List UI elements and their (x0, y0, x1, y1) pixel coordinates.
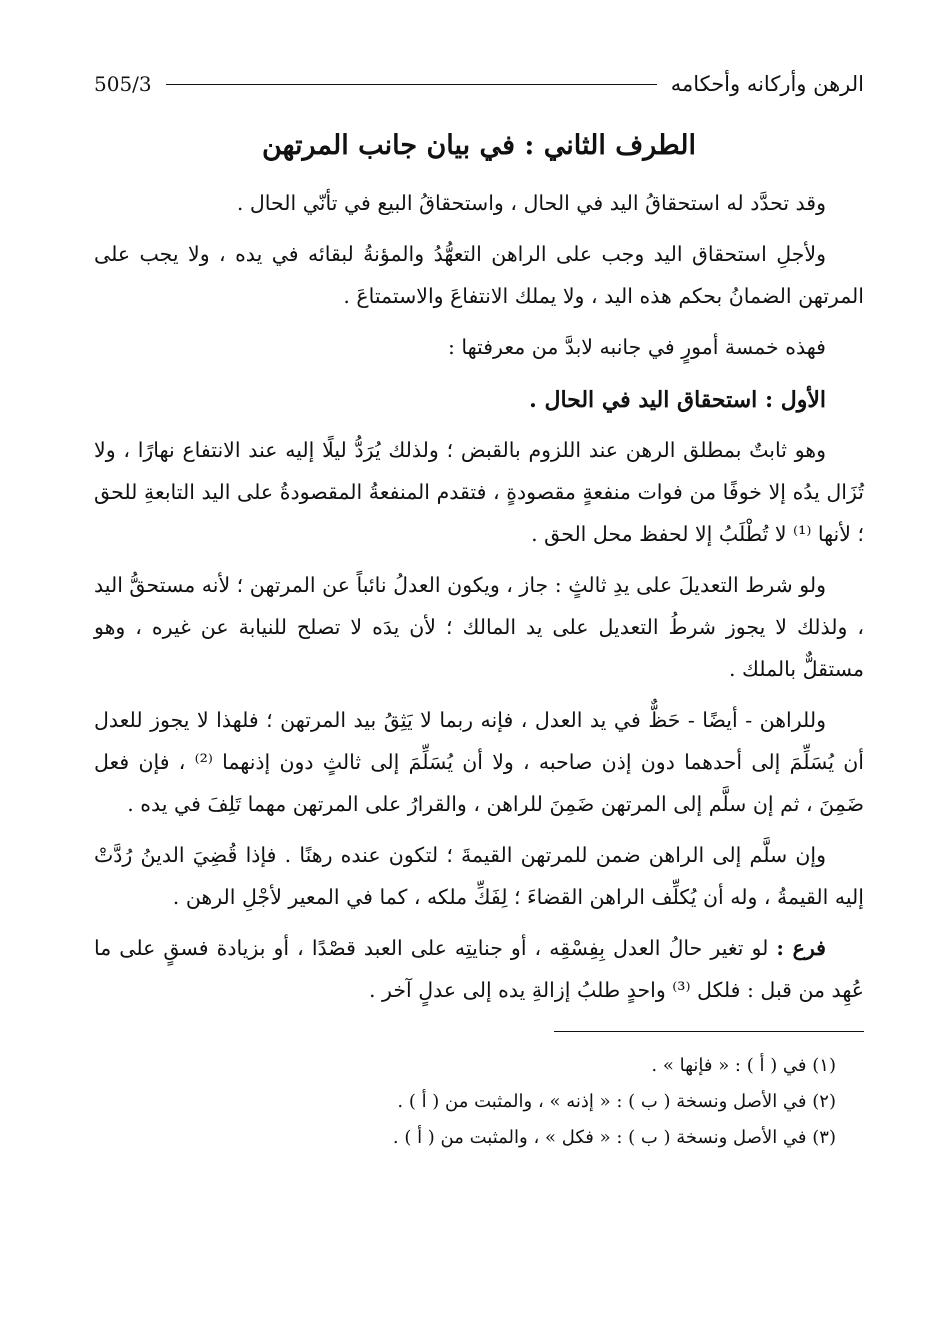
paragraph-1: وقد تحدَّد له استحقاقُ اليد في الحال ، واستحقاقُ البيع في تأنّي الحال . (236, 191, 826, 215)
paragraph-2: ولأجلِ استحقاق اليد وجب على الراهن التعهُّدُ والمؤنةُ لبقائه في يده ، ولا يجب على المرتهن الضمانُ بحكم هذه اليد ، ولا يملك الانتفاعَ والاستمتاعَ . (94, 242, 864, 308)
paragraph-5: ولو شرط التعديلَ على يدِ ثالثٍ : جاز ، ويكون العدلُ نائباً عن المرتهن ؛ لأنه مستحقُّ اليد ، ولذلك لا يجوز شرطُ التعديل على يد المالك ؛ لأن يدَه لا تصلح للنيابة عن غيره ، وهو مستقلٌّ بالملك . (94, 573, 864, 681)
footnote-3: (٣) في الأصل ونسخة ( ب ) : « فكل » ، والمثبت من ( أ ) . (392, 1127, 836, 1148)
running-head-title: الرهن وأركانه وأحكامه (670, 72, 864, 96)
paragraph-4: وهو ثابتٌ بمطلق الرهن عند اللزوم بالقبض ؛ ولذلك يُرَدُّ ليلًا إليه عند الانتفاع نهارًا ، ولا تُزَال يدُه إلا خوفًا من فوات منفعةٍ مقصودةٍ ، فتقدم المنفعةُ المقصودةُ على اليد التابعةِ للحق ؛ لأنها ⁽¹⁾ لا تُطْلَبُ إلا لحفظ محل الحق . (94, 438, 864, 546)
paragraph-8 (94, 927, 864, 1011)
section-title: الطرف الثاني : في بيان جانب المرتهن (261, 130, 697, 161)
book-page (94, 62, 864, 1322)
subheading-first: الأول : استحقاق اليد في الحال . (529, 387, 826, 413)
paragraph-6: وللراهن - أيضًا - حَظٌّ في يد العدل ، فإنه ربما لا يَثِقُ بيد المرتهن ؛ فلهذا لا يجوز للعدل أن يُسَلِّمَ إلى أحدهما دون إذن صاحبه ، ولا أن يُسَلِّمَ إلى ثالثٍ دون إذنهما ⁽²⁾ ، فإن فعل ضَمِنَ ، ثم إن سلَّم إلى المرتهن ضَمِنَ للراهن ، والقرارُ على المرتهن مهما تَلِفَ في يده . (94, 708, 865, 816)
paragraph-8-text: لو تغير حالُ العدل بِفِسْقِه ، أو جنايتِه على العبد قصْدًا ، أو بزيادة فسقٍ على ما عُهِد من قبل : فلكل ⁽³⁾ واحدٍ طلبُ إزالةِ يده إلى عدلٍ آخر . (94, 936, 864, 1002)
footnote-1: (١) في ( أ ) : « فإنها » . (651, 1055, 836, 1076)
branch-label: فرع : (776, 936, 826, 960)
header-rule (166, 84, 657, 85)
paragraph-3: فهذه خمسة أمورٍ في جانبه لابدَّ من معرفتها : (447, 335, 826, 359)
paragraph-7: وإن سلَّم إلى الراهن ضمن للمرتهن القيمةَ ؛ لتكون عنده رهنًا . فإذا قُضِيَ الدينُ رُدَّتْ إليه القيمةُ ، وله أن يُكلِّف الراهن القضاءَ ؛ لِفَكِّ ملكه ، كما في المعير لأجْلِ الرهن . (94, 843, 864, 909)
page-number: 505/3 (94, 72, 152, 96)
running-header (94, 62, 864, 106)
footnote-separator (554, 1031, 864, 1032)
footnote-2: (٢) في الأصل ونسخة ( ب ) : « إذنه » ، والمثبت من ( أ ) . (397, 1091, 836, 1112)
